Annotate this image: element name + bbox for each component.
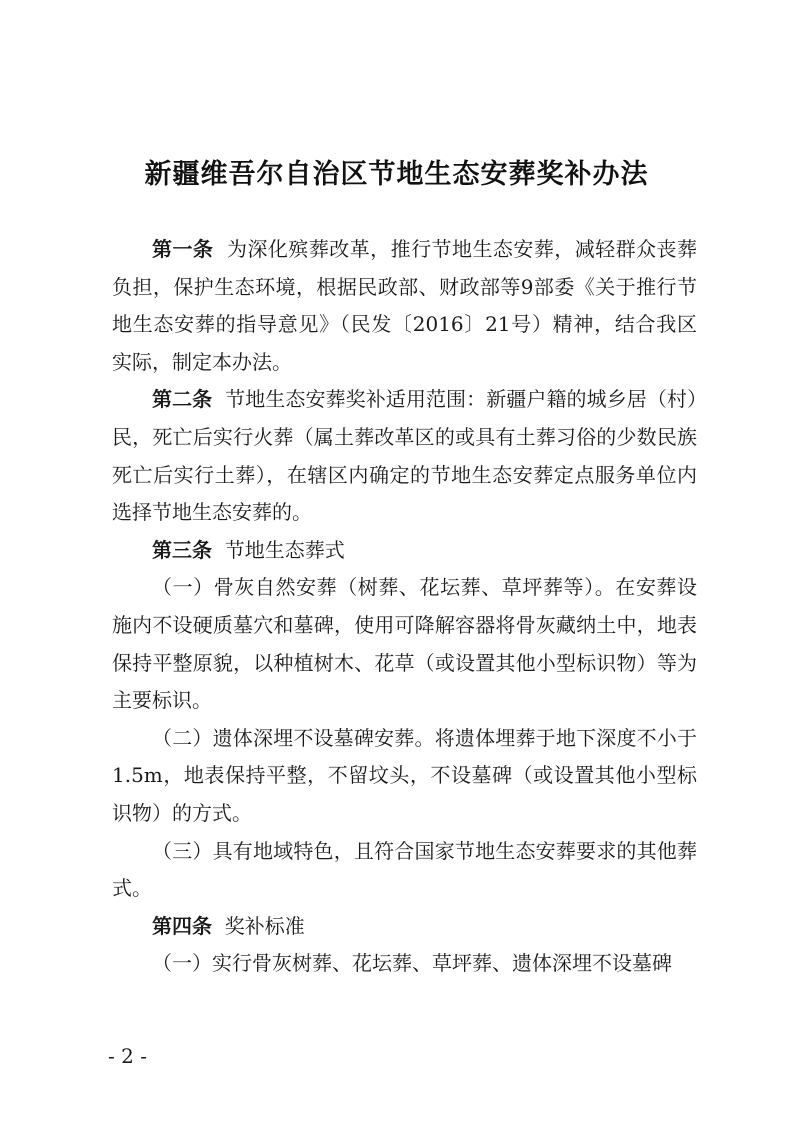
article-3-item-2-text: （二）遗体深埋不设墓碑安葬。将遗体埋葬于地下深度不小于1.5m，地表保持平整，不留坟头，不设墓碑（或设置其他小型标识物）的方式。 — [112, 725, 697, 825]
article-1-text: 为深化殡葬改革，推行节地生态安葬，减轻群众丧葬负担，保护生态环境，根据民政部、财政部等9部委《关于推行节地生态安葬的指导意见》（民发〔2016〕21号）精神，结合我区实际，制定本办法。 — [112, 237, 698, 374]
article-3-heading: 第三条 — [152, 537, 212, 562]
article-4-heading: 第四条 — [152, 913, 212, 938]
article-3-item-1-text: （一）骨灰自然安葬（树葬、花坛葬、草坪葬等）。在安葬设施内不设硬质墓穴和墓碑，使用可降解容器将骨灰藏纳土中，地表保持平整原貌，以种植树木、花草（或设置其他小型标识物）等为主要标识。 — [112, 575, 697, 713]
page-number: - 2 - — [108, 1044, 147, 1068]
article-2-text: 节地生态安葬奖补适用范围：新疆户籍的城乡居（村）民，死亡后实行火葬（属土葬改革区的或具有土葬习俗的少数民族死亡后实行土葬），在辖区内确定的节地生态安葬定点服务单位内选择节地生态安葬的。 — [112, 387, 698, 525]
article-4-item-1 — [112, 945, 697, 983]
article-4-item-1-text: （一）实行骨灰树葬、花坛葬、草坪葬、遗体深埋不设墓碑 — [152, 951, 672, 976]
document-title: 新疆维吾尔自治区节地生态安葬奖补办法 — [144, 159, 649, 190]
article-1-heading: 第一条 — [152, 237, 214, 261]
article-3-item-1 — [112, 569, 697, 719]
article-3-item-3 — [112, 833, 697, 908]
article-2-paragraph — [112, 381, 697, 531]
article-3-item-2 — [112, 720, 697, 833]
article-3-item-3-text: （三）具有地域特色，且符合国家节地生态安葬要求的其他葬式。 — [112, 838, 697, 901]
article-4-text: 奖补标准 — [224, 913, 305, 938]
article-1-paragraph — [112, 231, 697, 381]
article-4-paragraph — [112, 908, 697, 946]
article-2-heading: 第二条 — [152, 387, 213, 412]
article-3-paragraph — [112, 532, 697, 570]
article-3-text: 节地生态葬式 — [224, 537, 345, 562]
document-body — [112, 231, 697, 983]
